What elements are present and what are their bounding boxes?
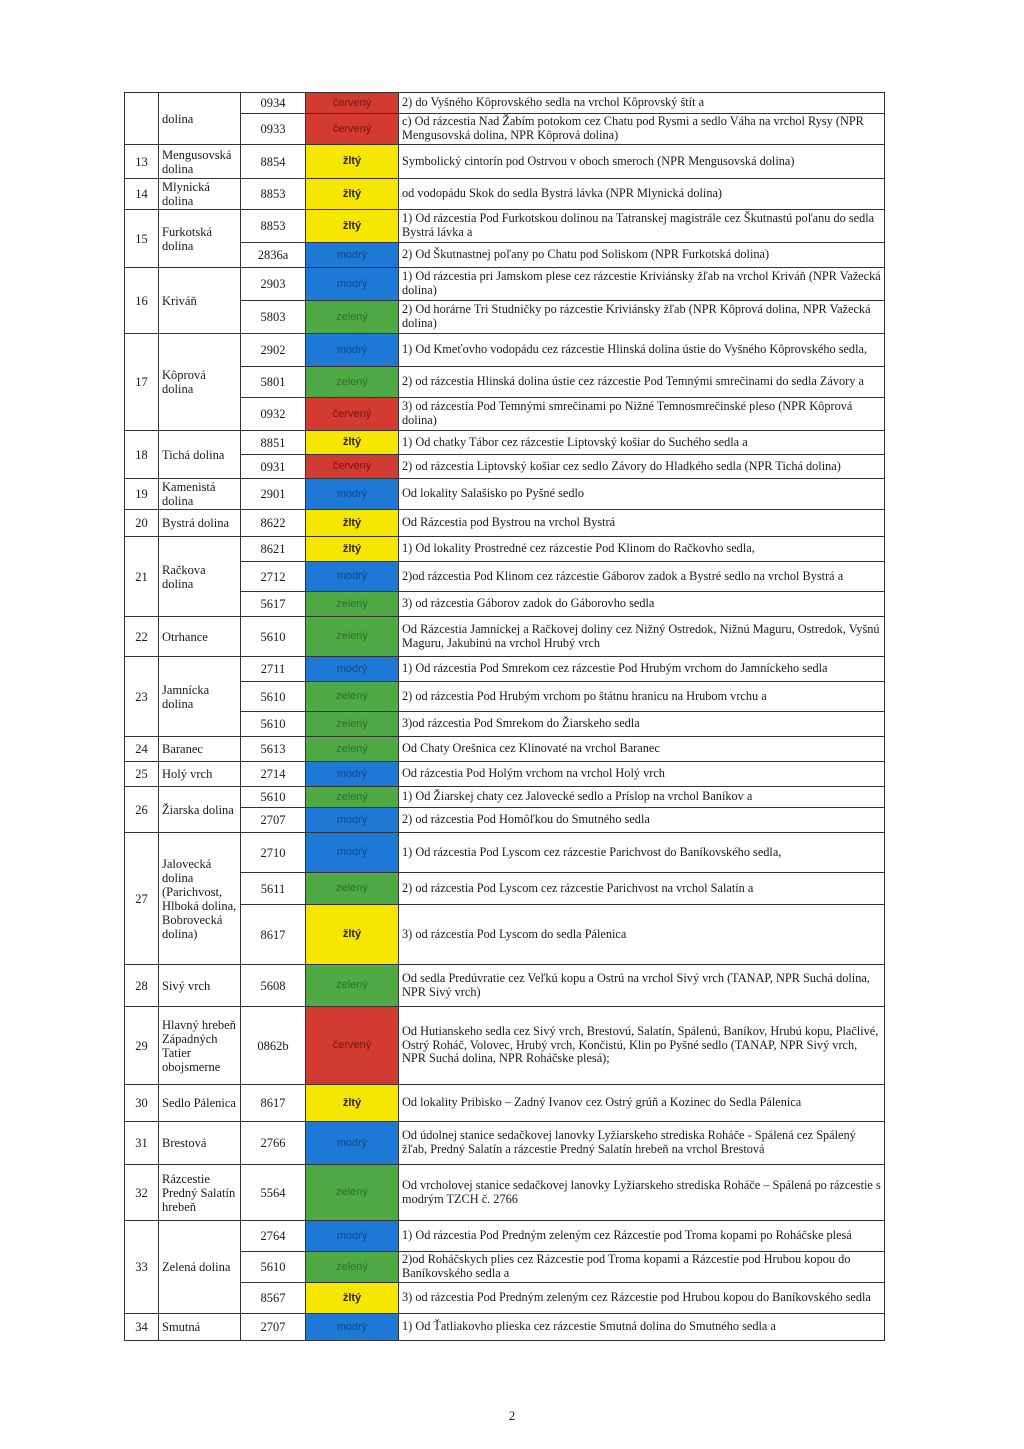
trail-description: 2) od rázcestia Hlinská dolina ústie cez rázcestie Pod Temnými smrečinami do sedla Závory a — [399, 367, 885, 398]
trail-description: 1) Od rázcestia Pod Lyscom cez rázcestie Parichvost do Baníkovského sedla, — [399, 833, 885, 873]
trail-description: 3) od rázcestia Pod Predným zeleným cez Rázcestie pod Hrubou kopou do Baníkovského sedla — [399, 1283, 885, 1314]
trail-code: 5613 — [241, 737, 306, 762]
trail-description: 1) Od rázcestia Pod Predným zeleným cez Rázcestie pod Troma kopami po Roháčske plesá — [399, 1221, 885, 1252]
trail-color-swatch: modrý — [306, 1314, 399, 1341]
table-row — [125, 1085, 885, 1122]
trail-color-swatch: červený — [306, 114, 399, 145]
trail-code: 2707 — [241, 808, 306, 833]
trail-description: od vodopádu Skok do sedla Bystrá lávka (NPR Mlynická dolina) — [399, 179, 885, 210]
location-name: Jalovecká dolina (Parichvost, Hlboká dolina, Bobrovecká dolina) — [159, 833, 241, 965]
trail-color-swatch: žltý — [306, 1283, 399, 1314]
trail-description: 2) od rázcestia Liptovský košiar cez sedlo Závory do Hladkého sedla (NPR Tichá dolina) — [399, 455, 885, 479]
row-number: 13 — [125, 145, 159, 179]
row-number: 15 — [125, 210, 159, 268]
location-name: Sedlo Pálenica — [159, 1085, 241, 1122]
table-row — [125, 537, 885, 562]
table-row — [125, 510, 885, 537]
trail-color-swatch: modrý — [306, 334, 399, 367]
location-name: Zelená dolina — [159, 1221, 241, 1314]
trail-code: 0932 — [241, 398, 306, 431]
trail-description: 1) Od rázcestia pri Jamskom plese cez rázcestie Kriviánsky žľab na vrchol Kriváň (NPR Važecká dolina) — [399, 268, 885, 301]
trail-code: 8617 — [241, 905, 306, 965]
trail-description: 2) Od horárne Tri Studničky po rázcestie Kriviánsky žľab (NPR Kôprová dolina, NPR Važecká dolina) — [399, 301, 885, 334]
trail-color-swatch: červený — [306, 93, 399, 114]
trail-color-swatch: zelený — [306, 682, 399, 712]
trail-description: Od Hutianskeho sedla cez Sivý vrch, Brestovú, Salatín, Spálenú, Baníkov, Hrubú kopu, Plačlivé, Ostrý Roháč, Volovec, Hrubý vrch, Končistú, Klin po Pyšné sedlo (TANAP, NPR Sivý vrch, NPR Suchá dolina, NPR Roháčske plesá); — [399, 1007, 885, 1085]
trail-color-swatch: žltý — [306, 145, 399, 179]
trail-description: Od sedla Predúvratie cez Veľkú kopu a Ostrú na vrchol Sivý vrch (TANAP, NPR Suchá dolina, NPR Sivý vrch) — [399, 965, 885, 1007]
table-row — [125, 1122, 885, 1165]
location-name: Furkotská dolina — [159, 210, 241, 268]
page-number: 2 — [508, 1408, 516, 1423]
location-name: Baranec — [159, 737, 241, 762]
trail-code: 2764 — [241, 1221, 306, 1252]
trail-color-swatch: modrý — [306, 479, 399, 510]
trail-code: 0934 — [241, 93, 306, 114]
trail-code: 8851 — [241, 431, 306, 455]
location-name: Mengusovská dolina — [159, 145, 241, 179]
table-row — [125, 833, 885, 873]
trail-color-swatch: žltý — [306, 210, 399, 243]
trail-description: Od Rázcestia Jamníckej a Račkovej doliny cez Nižný Ostredok, Nižnú Maguru, Ostredok, Vyšnú Maguru, Jakubinú na vrchol Hrubý vrch — [399, 617, 885, 657]
trail-color-swatch: žltý — [306, 905, 399, 965]
trail-code: 0862b — [241, 1007, 306, 1085]
trail-description: Od lokality Salašisko po Pyšné sedlo — [399, 479, 885, 510]
row-number: 34 — [125, 1314, 159, 1341]
row-number: 19 — [125, 479, 159, 510]
location-name: Sivý vrch — [159, 965, 241, 1007]
trail-description: 2) od rázcestia Pod Hrubým vrchom po štátnu hranicu na Hrubom vrchu a — [399, 682, 885, 712]
trail-description: Od vrcholovej stanice sedačkovej lanovky Lyžiarskeho strediska Roháče – Spálená po rázcestie s modrým TZCH č. 2766 — [399, 1165, 885, 1221]
trail-color-swatch: zelený — [306, 737, 399, 762]
trail-code: 2707 — [241, 1314, 306, 1341]
row-number: 28 — [125, 965, 159, 1007]
row-number: 27 — [125, 833, 159, 965]
table-row — [125, 657, 885, 682]
table-row — [125, 479, 885, 510]
trail-code: 2711 — [241, 657, 306, 682]
table-row — [125, 1007, 885, 1085]
trail-code: 5564 — [241, 1165, 306, 1221]
trail-code: 8854 — [241, 145, 306, 179]
trail-code: 2712 — [241, 562, 306, 592]
trail-description: 1) Od chatky Tábor cez rázcestie Liptovský košiar do Suchého sedla a — [399, 431, 885, 455]
row-number: 18 — [125, 431, 159, 479]
location-name: Račkova dolina — [159, 537, 241, 617]
trail-color-swatch: modrý — [306, 657, 399, 682]
table-row — [125, 431, 885, 455]
trail-description: Symbolický cintorín pod Ostrvou v oboch smeroch (NPR Mengusovská dolina) — [399, 145, 885, 179]
location-name: Kriváň — [159, 268, 241, 334]
location-name: Kôprová dolina — [159, 334, 241, 431]
trail-description: 3) od rázcestia Pod Lyscom do sedla Pálenica — [399, 905, 885, 965]
table-row — [125, 1314, 885, 1341]
trail-code: 2902 — [241, 334, 306, 367]
trail-color-swatch: modrý — [306, 268, 399, 301]
row-number: 20 — [125, 510, 159, 537]
trail-code: 5801 — [241, 367, 306, 398]
trail-code: 5608 — [241, 965, 306, 1007]
location-name: Žiarska dolina — [159, 787, 241, 833]
trail-description: 2) Od Škutnastnej poľany po Chatu pod Soliskom (NPR Furkotská dolina) — [399, 243, 885, 268]
trail-code: 5610 — [241, 1252, 306, 1283]
trail-color-swatch: žltý — [306, 510, 399, 537]
trail-color-swatch: zelený — [306, 1252, 399, 1283]
location-name: Smutná — [159, 1314, 241, 1341]
trail-code: 0933 — [241, 114, 306, 145]
location-name: Holý vrch — [159, 762, 241, 787]
table-row — [125, 737, 885, 762]
trail-color-swatch: zelený — [306, 873, 399, 905]
location-name: Kamenistá dolina — [159, 479, 241, 510]
row-number: 16 — [125, 268, 159, 334]
trail-code: 2766 — [241, 1122, 306, 1165]
trail-description: c) Od rázcestia Nad Žabím potokom cez Chatu pod Rysmi a sedlo Váha na vrchol Rysy (NPR Mengusovská dolina, NPR Kôprová dolina) — [399, 114, 885, 145]
trail-description: Od Rázcestia pod Bystrou na vrchol Bystrá — [399, 510, 885, 537]
trail-color-swatch: žltý — [306, 537, 399, 562]
trail-code: 2710 — [241, 833, 306, 873]
location-name: Rázcestie Predný Salatín hrebeň — [159, 1165, 241, 1221]
trail-color-swatch: žltý — [306, 1085, 399, 1122]
trail-code: 8622 — [241, 510, 306, 537]
trail-color-swatch: modrý — [306, 1122, 399, 1165]
location-name: Brestová — [159, 1122, 241, 1165]
row-number: 24 — [125, 737, 159, 762]
trail-description: 1) Od Žiarskej chaty cez Jalovecké sedlo a Príslop na vrchol Baníkov a — [399, 787, 885, 808]
trail-color-swatch: červený — [306, 455, 399, 479]
trail-description: Od lokality Pribisko – Zadný Ivanov cez Ostrý grúň a Kozinec do Sedla Pálenica — [399, 1085, 885, 1122]
trail-color-swatch: červený — [306, 1007, 399, 1085]
trail-color-swatch: žltý — [306, 431, 399, 455]
trail-table-body — [125, 93, 885, 1341]
table-row — [125, 210, 885, 243]
row-number — [125, 93, 159, 145]
trail-color-swatch: zelený — [306, 367, 399, 398]
trail-description: 1) Od Ťatliakovho plieska cez rázcestie Smutná dolina do Smutného sedla a — [399, 1314, 885, 1341]
trail-description: 2) od rázcestia Pod Homôľkou do Smutného sedla — [399, 808, 885, 833]
row-number: 21 — [125, 537, 159, 617]
trail-description: Od Chaty Orešnica cez Klinovaté na vrchol Baranec — [399, 737, 885, 762]
row-number: 33 — [125, 1221, 159, 1314]
trail-description: 3) od rázcestia Pod Temnými smrečinami po Nižné Temnosmrečinské pleso (NPR Kôprová dolina) — [399, 398, 885, 431]
row-number: 22 — [125, 617, 159, 657]
trail-description: Od údolnej stanice sedačkovej lanovky Lyžiarskeho strediska Roháče - Spálená cez Spálený žľab, Predný Salatín a rázcestie Predný Salatín hrebeň na vrchol Brestová — [399, 1122, 885, 1165]
trail-color-swatch: modrý — [306, 243, 399, 268]
trail-code: 8853 — [241, 179, 306, 210]
table-row — [125, 787, 885, 808]
table-row — [125, 617, 885, 657]
location-name: dolina — [159, 93, 241, 145]
row-number: 26 — [125, 787, 159, 833]
trail-color-swatch: modrý — [306, 562, 399, 592]
trail-code: 5610 — [241, 617, 306, 657]
location-name: Tichá dolina — [159, 431, 241, 479]
trail-description: 3) od rázcestia Gáborov zadok do Gáborovho sedla — [399, 592, 885, 617]
trail-code: 8621 — [241, 537, 306, 562]
trail-code: 5610 — [241, 712, 306, 737]
trail-color-swatch: žltý — [306, 179, 399, 210]
table-row — [125, 334, 885, 367]
row-number: 30 — [125, 1085, 159, 1122]
row-number: 17 — [125, 334, 159, 431]
row-number: 32 — [125, 1165, 159, 1221]
trail-color-swatch: modrý — [306, 762, 399, 787]
trail-code: 2901 — [241, 479, 306, 510]
trail-description: 3)od rázcestia Pod Smrekom do Žiarskeho sedla — [399, 712, 885, 737]
trail-color-swatch: modrý — [306, 808, 399, 833]
trail-description: 2)od Roháčskych plies cez Rázcestie pod Troma kopami a Rázcestie pod Hrubou kopou do Baníkovského sedla a — [399, 1252, 885, 1283]
trail-description: 2)od rázcestia Pod Klinom cez rázcestie Gáborov zadok a Bystré sedlo na vrchol Bystrá a — [399, 562, 885, 592]
trail-color-swatch: zelený — [306, 965, 399, 1007]
table-row — [125, 762, 885, 787]
table-row — [125, 965, 885, 1007]
location-name: Otrhance — [159, 617, 241, 657]
trail-color-swatch: zelený — [306, 301, 399, 334]
trail-code: 5610 — [241, 787, 306, 808]
table-row — [125, 268, 885, 301]
trail-code: 5610 — [241, 682, 306, 712]
trail-color-swatch: modrý — [306, 1221, 399, 1252]
trail-code: 2836a — [241, 243, 306, 268]
table-row — [125, 145, 885, 179]
trail-code: 0931 — [241, 455, 306, 479]
location-name: Jamnícka dolina — [159, 657, 241, 737]
trail-code: 2903 — [241, 268, 306, 301]
trail-description: 1) Od lokality Prostredné cez rázcestie Pod Klinom do Račkovho sedla, — [399, 537, 885, 562]
trail-description: 2) do Vyšného Kôprovského sedla na vrchol Kôprovský štít a — [399, 93, 885, 114]
trail-description: 1) Od rázcestia Pod Smrekom cez rázcestie Pod Hrubým vrchom do Jamníckeho sedla — [399, 657, 885, 682]
trail-description: 2) od rázcestia Pod Lyscom cez rázcestie Parichvost na vrchol Salatín a — [399, 873, 885, 905]
row-number: 29 — [125, 1007, 159, 1085]
trail-color-swatch: zelený — [306, 712, 399, 737]
trail-code: 8567 — [241, 1283, 306, 1314]
row-number: 23 — [125, 657, 159, 737]
location-name: Hlavný hrebeň Západných Tatier obojsmerne — [159, 1007, 241, 1085]
location-name: Mlynická dolina — [159, 179, 241, 210]
trail-code: 5803 — [241, 301, 306, 334]
trail-description: 1) Od rázcestia Pod Furkotskou dolinou na Tatranskej magistrále cez Škutnastú poľanu do sedla Bystrá lávka a — [399, 210, 885, 243]
trail-table — [124, 92, 885, 1341]
row-number: 25 — [125, 762, 159, 787]
trail-color-swatch: modrý — [306, 833, 399, 873]
table-row — [125, 179, 885, 210]
row-number: 31 — [125, 1122, 159, 1165]
trail-color-swatch: zelený — [306, 617, 399, 657]
table-row — [125, 1221, 885, 1252]
trail-color-swatch: zelený — [306, 787, 399, 808]
trail-code: 8617 — [241, 1085, 306, 1122]
trail-color-swatch: zelený — [306, 1165, 399, 1221]
location-name: Bystrá dolina — [159, 510, 241, 537]
table-row — [125, 1165, 885, 1221]
table-row — [125, 93, 885, 114]
trail-description: 1) Od Kmeťovho vodopádu cez rázcestie Hlinská dolina ústie do Vyšného Kôprovského sedla, — [399, 334, 885, 367]
trail-color-swatch: zelený — [306, 592, 399, 617]
trail-code: 2714 — [241, 762, 306, 787]
trail-description: Od rázcestia Pod Holým vrchom na vrchol Holý vrch — [399, 762, 885, 787]
trail-code: 5611 — [241, 873, 306, 905]
row-number: 14 — [125, 179, 159, 210]
trail-code: 5617 — [241, 592, 306, 617]
trail-code: 8853 — [241, 210, 306, 243]
trail-color-swatch: červený — [306, 398, 399, 431]
